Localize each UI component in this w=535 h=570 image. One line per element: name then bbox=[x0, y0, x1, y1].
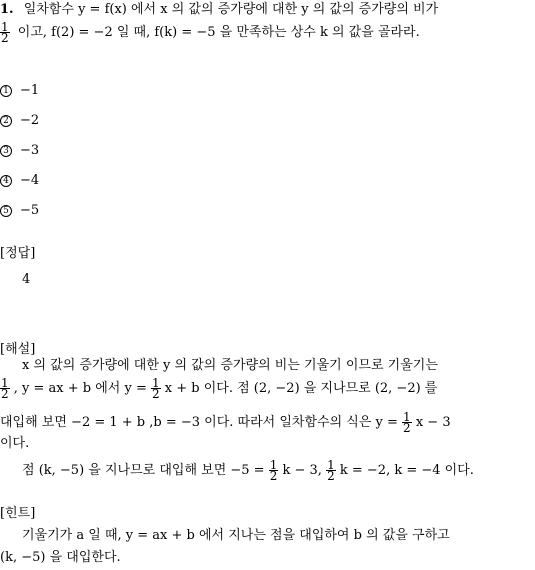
slope-fraction: $\frac{1}{2}$ bbox=[403, 410, 411, 435]
option-value: −5 bbox=[20, 203, 40, 218]
question-line-2 bbox=[0, 22, 420, 43]
option-marker: 4 bbox=[0, 175, 12, 187]
option-marker: 2 bbox=[0, 115, 12, 127]
question-number: 1. bbox=[0, 2, 14, 17]
answer-value: 4 bbox=[22, 272, 31, 287]
option-5[interactable] bbox=[0, 203, 39, 219]
explanation-line-1: x 의 값의 증가량에 대한 y 의 값의 증가량의 비는 기울기 이므로 기울기는 bbox=[22, 358, 438, 373]
question-fraction: $\frac{1}{2}$ bbox=[1, 20, 9, 45]
option-marker: 5 bbox=[0, 205, 12, 217]
option-marker: 3 bbox=[0, 145, 12, 157]
option-value: −4 bbox=[20, 173, 40, 188]
explanation-line-5: 점 (k, −5) 을 지나므로 대입해 보면 −5 = $\frac{1}{2}$ k − 3, $\frac{1}{2}$ k = −2, k = −4 이다. bbox=[22, 458, 474, 483]
answer-heading: [정답] bbox=[0, 246, 36, 261]
option-marker: 1 bbox=[0, 85, 12, 97]
explanation-heading: [해설] bbox=[0, 342, 36, 357]
question-text-1: 일차함수 y = f(x) 에서 x 의 값의 증가량에 대한 y 의 값의 증가량의 비가 bbox=[23, 2, 439, 17]
option-3[interactable] bbox=[0, 143, 39, 159]
hint-line-2: (k, −5) 을 대입한다. bbox=[0, 550, 121, 565]
hint-heading: [힌트] bbox=[0, 506, 36, 521]
explanation-line-2: $\frac{1}{2}$ , y = ax + b 에서 y = $\frac{1}{2}$ x + b 이다. 점 (2, −2) 을 지나므로 (2, −2) 를 bbox=[1, 376, 438, 401]
option-value: −2 bbox=[20, 113, 40, 128]
option-4[interactable] bbox=[0, 173, 39, 189]
question-line-1 bbox=[0, 2, 438, 18]
slope-fraction: $\frac{1}{2}$ bbox=[152, 376, 160, 401]
slope-fraction: $\frac{1}{2}$ bbox=[327, 458, 335, 483]
option-2[interactable] bbox=[0, 113, 39, 129]
question-text-2: 이고, f(2) = −2 일 때, f(k) = −5 을 만족하는 상수 k 의 값을 골라라. bbox=[17, 25, 420, 40]
slope-fraction: $\frac{1}{2}$ bbox=[269, 458, 278, 483]
option-value: −1 bbox=[20, 83, 40, 98]
option-1[interactable] bbox=[0, 83, 39, 99]
hint-line-1: 기울기가 a 일 때, y = ax + b 에서 지나는 점을 대입하여 b 의 값을 구하고 bbox=[22, 528, 450, 543]
slope-fraction: $\frac{1}{2}$ bbox=[1, 376, 9, 401]
option-value: −3 bbox=[20, 143, 40, 158]
explanation-line-3: 대입해 보면 −2 = 1 + b ,b = −3 이다. 따라서 일차함수의 식은 y = $\frac{1}{2}$ x − 3 bbox=[0, 410, 451, 435]
explanation-line-4: 이다. bbox=[0, 436, 30, 451]
